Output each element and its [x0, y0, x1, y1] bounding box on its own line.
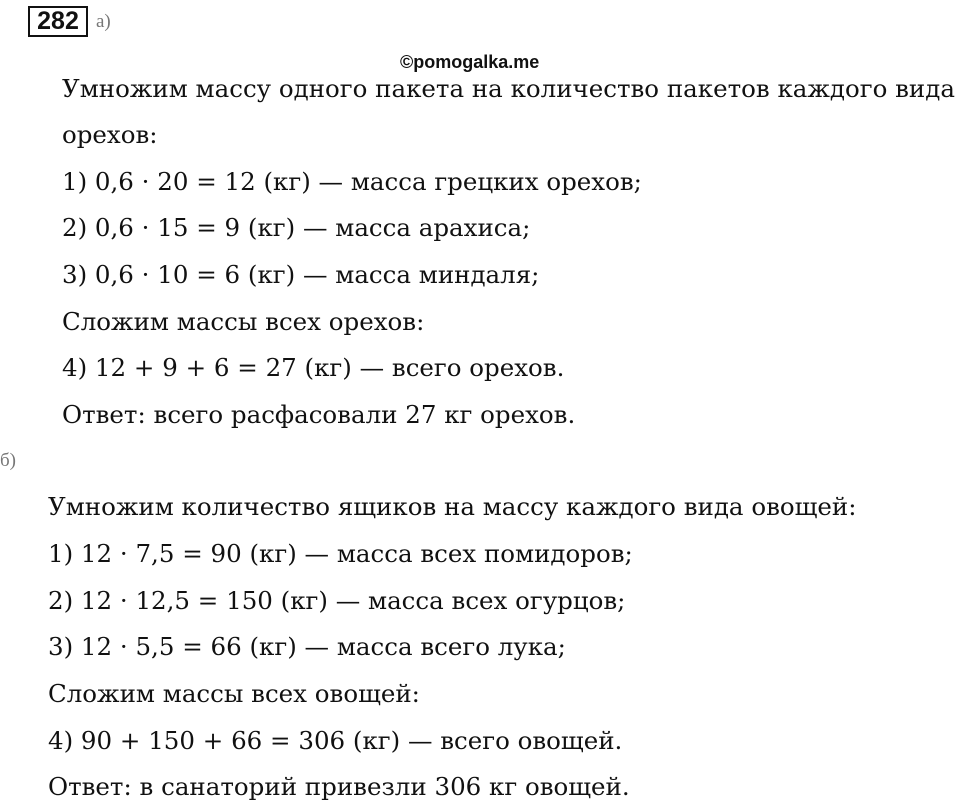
part-a-answer: Ответ: всего расфасовали 27 кг орехов.	[62, 400, 576, 429]
watermark: ©pomogalka.me	[400, 52, 540, 72]
part-b-line: 1) 12 · 7,5 = 90 (кг) — масса всех помидоров;	[48, 539, 633, 568]
part-b-answer: Ответ: в санаторий привезли 306 кг овощей.	[48, 772, 630, 801]
part-a-line: Сложим массы всех орехов:	[62, 307, 425, 336]
part-b-line: Умножим количество ящиков на массу каждого вида овощей:	[48, 492, 857, 521]
part-a-line: 3) 0,6 · 10 = 6 (кг) — масса миндаля;	[62, 260, 540, 289]
part-b-line: 4) 90 + 150 + 66 = 306 (кг) — всего овощей.	[48, 726, 623, 755]
part-a-line: 2) 0,6 · 15 = 9 (кг) — масса арахиса;	[62, 213, 531, 242]
part-b-line: Сложим массы всех овощей:	[48, 679, 420, 708]
part-a-label: а)	[96, 11, 111, 32]
part-b-label: б)	[0, 450, 16, 471]
part-a-line: Умножим массу одного пакета на количество пакетов каждого вида	[62, 74, 955, 103]
part-b-line: 2) 12 · 12,5 = 150 (кг) — масса всех огурцов;	[48, 586, 626, 615]
part-a-line: 1) 0,6 · 20 = 12 (кг) — масса грецких орехов;	[62, 167, 642, 196]
part-a-line: орехов:	[62, 120, 158, 149]
part-a-line: 4) 12 + 9 + 6 = 27 (кг) — всего орехов.	[62, 353, 565, 382]
problem-number-badge: 282	[28, 6, 88, 37]
part-b-line: 3) 12 · 5,5 = 66 (кг) — масса всего лука;	[48, 632, 566, 661]
